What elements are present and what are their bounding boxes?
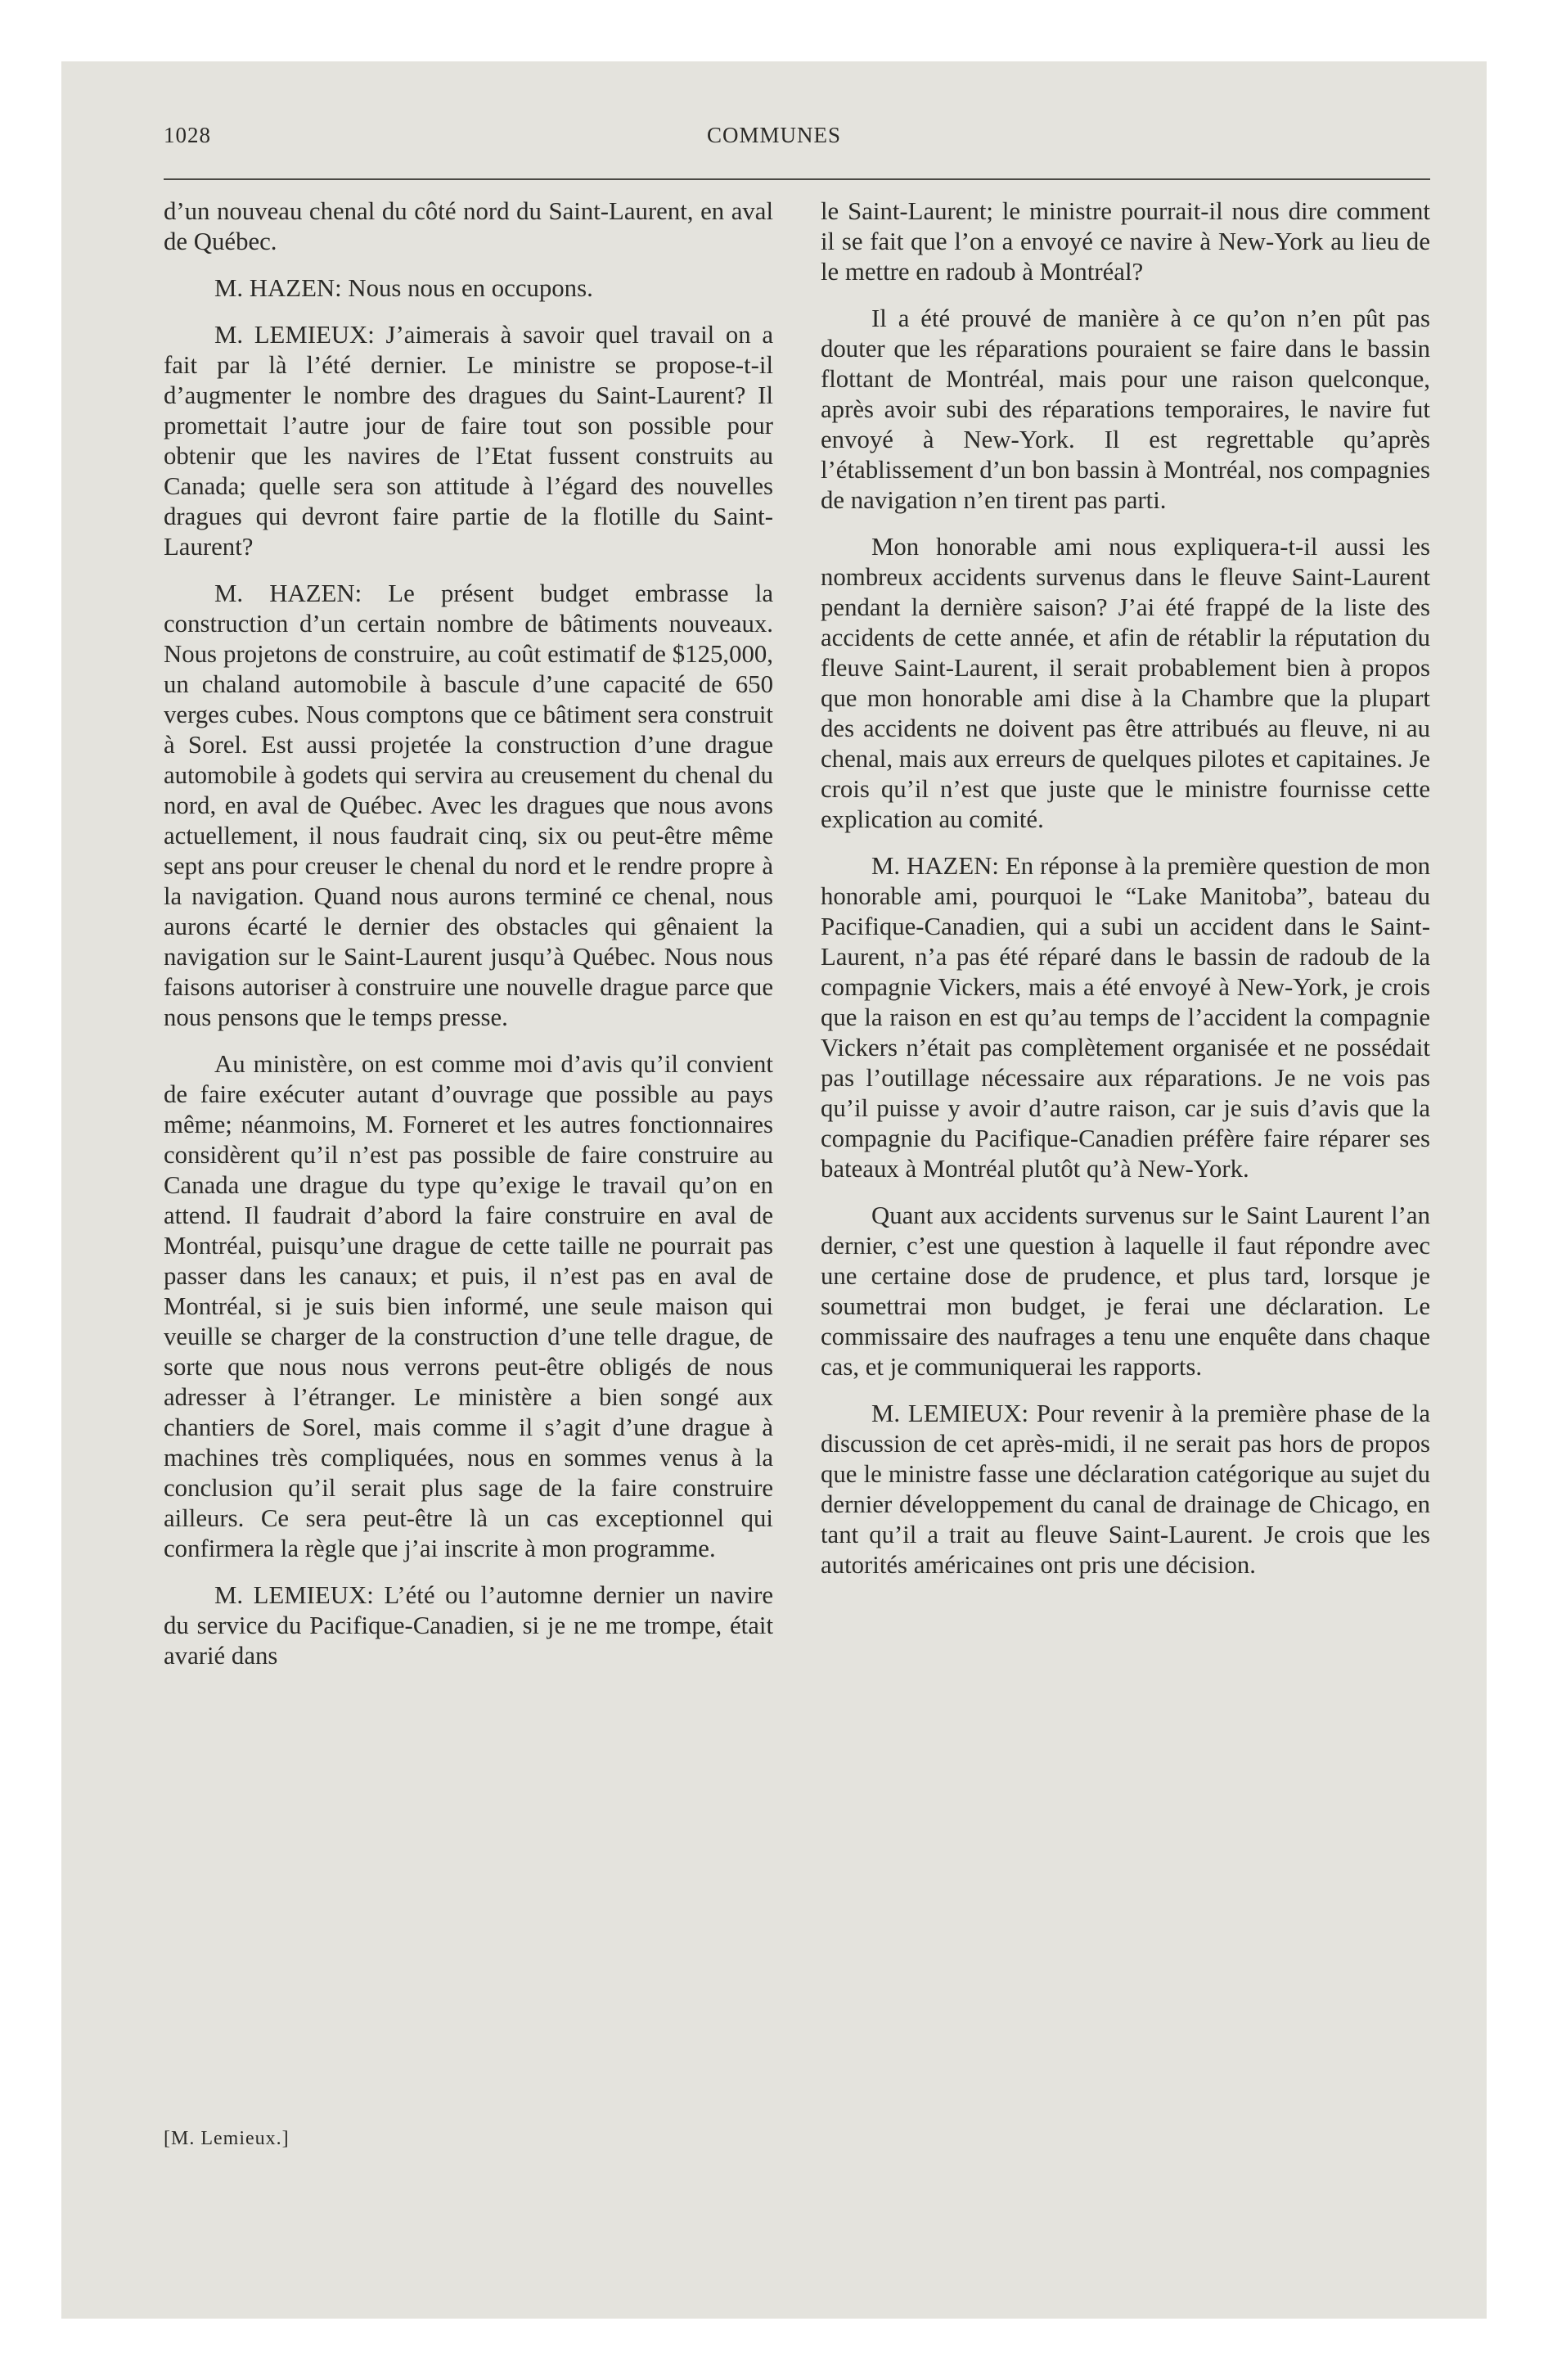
paragraph: Il a été prouvé de manière à ce qu’on n’en pût pas douter que les réparations pouraient se faire dans le bassin flottant de Montréal, mais pour une raison quelconque, après avoir subi des réparations temporaires, le navire fut envoyé à New-York. Il est regrettable qu’après l’établissement d’un bon bassin à Montréal, nos compagnies de navigation n’en tirent pas parti. <box>821 304 1430 514</box>
paragraph: M. LEMIEUX: Pour revenir à la première phase de la discussion de cet après-midi, il ne serait pas hors de propos que le ministre fasse une déclaration catégorique au sujet du dernier développement du canal de drainage de Chicago, en tant qu’il a trait au fleuve Saint-Laurent. Je crois que les autorités américaines ont pris une décision. <box>821 1400 1430 1579</box>
running-head: COMMUNES <box>706 123 842 147</box>
paragraph: M. LEMIEUX: L’été ou l’automne dernier un navire du service du Pacifique-Canadien, si je ne me trompe, était avarié dans <box>164 1581 773 1670</box>
page-number: 1028 <box>164 123 211 147</box>
page-header <box>164 123 1384 156</box>
speaker-footer: [M. Lemieux.] <box>164 2128 290 2149</box>
paragraph: M. HAZEN: En réponse à la première question de mon honorable ami, pourquoi le “Lake Manitoba”, bateau du Pacifique-Canadien, qui a subi un accident dans le Saint-Laurent, n’a pas été réparé dans le bassin de radoub de la compagnie Vickers, mais a été envoyé à New-York, je crois que la raison en est qu’au temps de l’accident la compagnie Vickers n’était pas complètement organisée et ne possédait pas l’outillage nécessaire aux réparations. Je ne vois pas qu’il puisse y avoir d’autre raison, car je suis d’avis que la compagnie du Pacifique-Canadien préfère faire réparer ses bateaux à Montréal plutôt qu’à New-York. <box>821 852 1430 1183</box>
paragraph: Quant aux accidents survenus sur le Saint Laurent l’an dernier, c’est une question à laquelle il faut répondre avec une certaine dose de prudence, et plus tard, lorsque je soumettrai mon budget, je ferai une déclaration. Le commissaire des naufrages a tenu une enquête dans chaque cas, et je communiquerai les rapports. <box>821 1201 1430 1381</box>
right-column <box>821 196 1430 1597</box>
paragraph: Au ministère, on est comme moi d’avis qu’il convient de faire exécuter autant d’ouvrage que possible au pays même; néanmoins, M. Forneret et les autres fonctionnaires considèrent qu’il n’est pas possible de faire construire au Canada une drague du type qu’exige le travail qu’on en attend. Il faudrait d’abord la faire construire en aval de Montréal, puisqu’une drague de cette taille ne pourrait pas passer dans les canaux; et puis, il n’est pas en aval de Montréal, si je suis bien informé, une seule maison qui veuille se charger de la construction d’une telle drague, de sorte que nous nous verrons peut-être obligés de nous adresser à l’étranger. Le ministère a bien songé aux chantiers de Sorel, mais comme il s’agit d’une drague à machines très compliquées, nous en sommes venus à la conclusion qu’il serait plus sage de la faire construire ailleurs. Ce sera peut-être là un cas exceptionnel qui confirmera la règle que j’ai inscrite à mon programme. <box>164 1050 773 1562</box>
paragraph: M. HAZEN: Nous nous en occupons. <box>214 274 593 302</box>
paragraph: M. LEMIEUX: J’aimerais à savoir quel travail on a fait par là l’été dernier. Le ministre se propose-t-il d’augmenter le nombre des dragues du Saint-Laurent? Il promettait l’autre jour de faire tout son possible pour obtenir que les navires de l’Etat fussent construits au Canada; quelle sera son attitude à l’égard des nouvelles dragues qui devront faire partie de la flotille du Saint-Laurent? <box>164 321 773 561</box>
paragraph: Mon honorable ami nous expliquera-t-il aussi les nombreux accidents survenus dans le fleuve Saint-Laurent pendant la dernière saison? J’ai été frappé de la liste des accidents de cette année, et afin de rétablir la réputation du fleuve Saint-Laurent, il serait probablement bien à propos que mon honorable ami dise à la Chambre que la plupart des accidents ne doivent pas être attribués au fleuve, ni au chenal, mais aux erreurs de quelques pilotes et capitaines. Je crois qu’il n’est que juste que le ministre fournisse cette explication au comité. <box>821 533 1430 833</box>
paragraph: le Saint-Laurent; le ministre pourrait-il nous dire comment il se fait que l’on a envoyé ce navire à New-York au lieu de le mettre en radoub à Montréal? <box>821 197 1430 286</box>
paragraph: M. HAZEN: Le présent budget embrasse la construction d’un certain nombre de bâtiments nouveaux. Nous projetons de construire, au coût estimatif de $125,000, un chaland automobile à bascule d’une capacité de 650 verges cubes. Nous comptons que ce bâtiment sera construit à Sorel. Est aussi projetée la construction d’une drague automobile à godets qui servira au creusement du chenal du nord, en aval de Québec. Avec les dragues que nous avons actuellement, il nous faudrait cinq, six ou peut-être même sept ans pour creuser le chenal du nord et le rendre propre à la navigation. Quand nous aurons terminé ce chenal, nous aurons écarté le dernier des obstacles qui gênaient la navigation sur le Saint-Laurent jusqu’à Québec. Nous nous faisons autoriser à construire une nouvelle drague parce que nous pensons que le temps presse. <box>164 579 773 1031</box>
header-rule <box>164 178 1430 180</box>
paragraph: d’un nouveau chenal du côté nord du Saint-Laurent, en aval de Québec. <box>164 197 773 255</box>
left-column <box>164 196 773 1688</box>
